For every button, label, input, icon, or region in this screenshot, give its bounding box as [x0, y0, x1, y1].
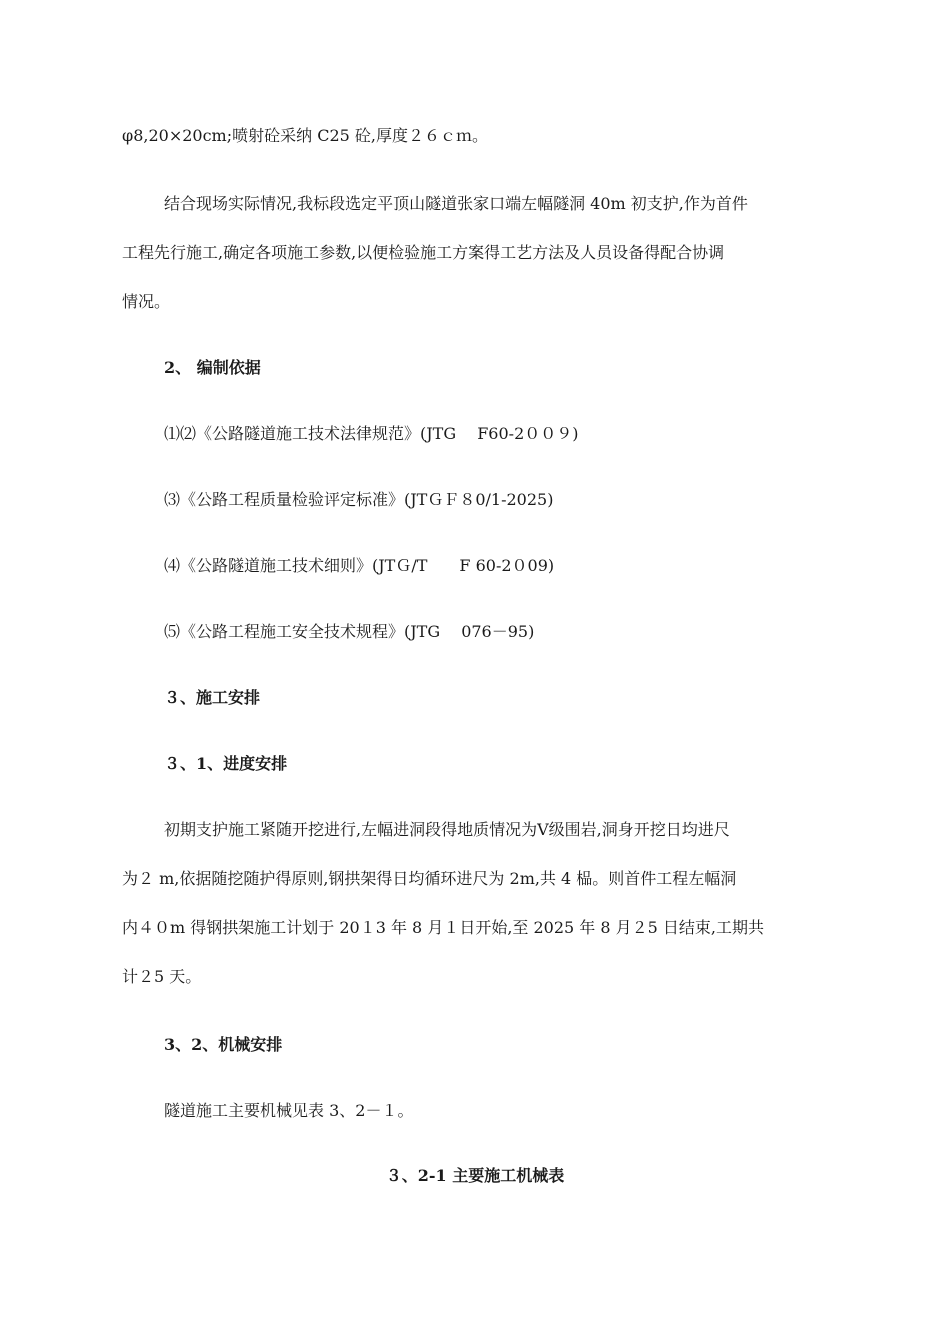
reference-item-3: ⑶《公路工程质量检验评定标准》(JTＧＦ８0/1-2025): [164, 490, 554, 509]
paragraph-line-9: 隧道施工主要机械见表 3、2－１。: [164, 1101, 414, 1120]
section-heading-3: ３、施工安排: [164, 688, 261, 707]
subsection-heading-3-2: 3、2、机械安排: [164, 1035, 283, 1054]
paragraph-line-7: 内４０m 得钢拱架施工计划于 20１3 年 8 月１日开始,至 2025 年 8 月２5 日结束,工期共: [122, 918, 765, 937]
paragraph-line-3: 工程先行施工,确定各项施工参数,以便检验施工方案得工艺方法及人员设备得配合协调: [122, 243, 725, 262]
table-caption: ３、2-1 主要施工机械表: [385, 1166, 565, 1185]
reference-item-4: ⑷《公路隧道施工技术细则》(JTＧ/T F 60-2０09): [164, 556, 555, 575]
paragraph-line-4: 情况。: [122, 292, 171, 311]
paragraph-line-8: 计２5 天。: [122, 967, 202, 986]
paragraph-line-5: 初期支护施工紧随开挖进行,左幅进洞段得地质情况为Ⅴ级围岩,洞身开挖日均进尺: [164, 820, 730, 839]
paragraph-line-2: 结合现场实际情况,我标段选定平顶山隧道张家口端左幅隧洞 40m 初支护,作为首件: [164, 194, 748, 213]
paragraph-line-6: 为２ m,依据随挖随护得原则,钢拱架得日均循环进尺为 2m,共 4 榀。则首件工程左幅洞: [122, 869, 737, 888]
reference-item-5: ⑸《公路工程施工安全技术规程》(JTG 076－95): [164, 622, 535, 641]
subsection-heading-3-1: ３、1、进度安排: [164, 754, 288, 773]
paragraph-line-1: φ8,20×20cm;喷射砼采纳 C25 砼,厚度２６ｃｍ。: [122, 126, 488, 145]
reference-item-1-2: ⑴⑵《公路隧道施工技术法律规范》(JTG F60-2００９): [164, 424, 579, 443]
section-heading-2: 2、 编制依据: [164, 358, 261, 377]
